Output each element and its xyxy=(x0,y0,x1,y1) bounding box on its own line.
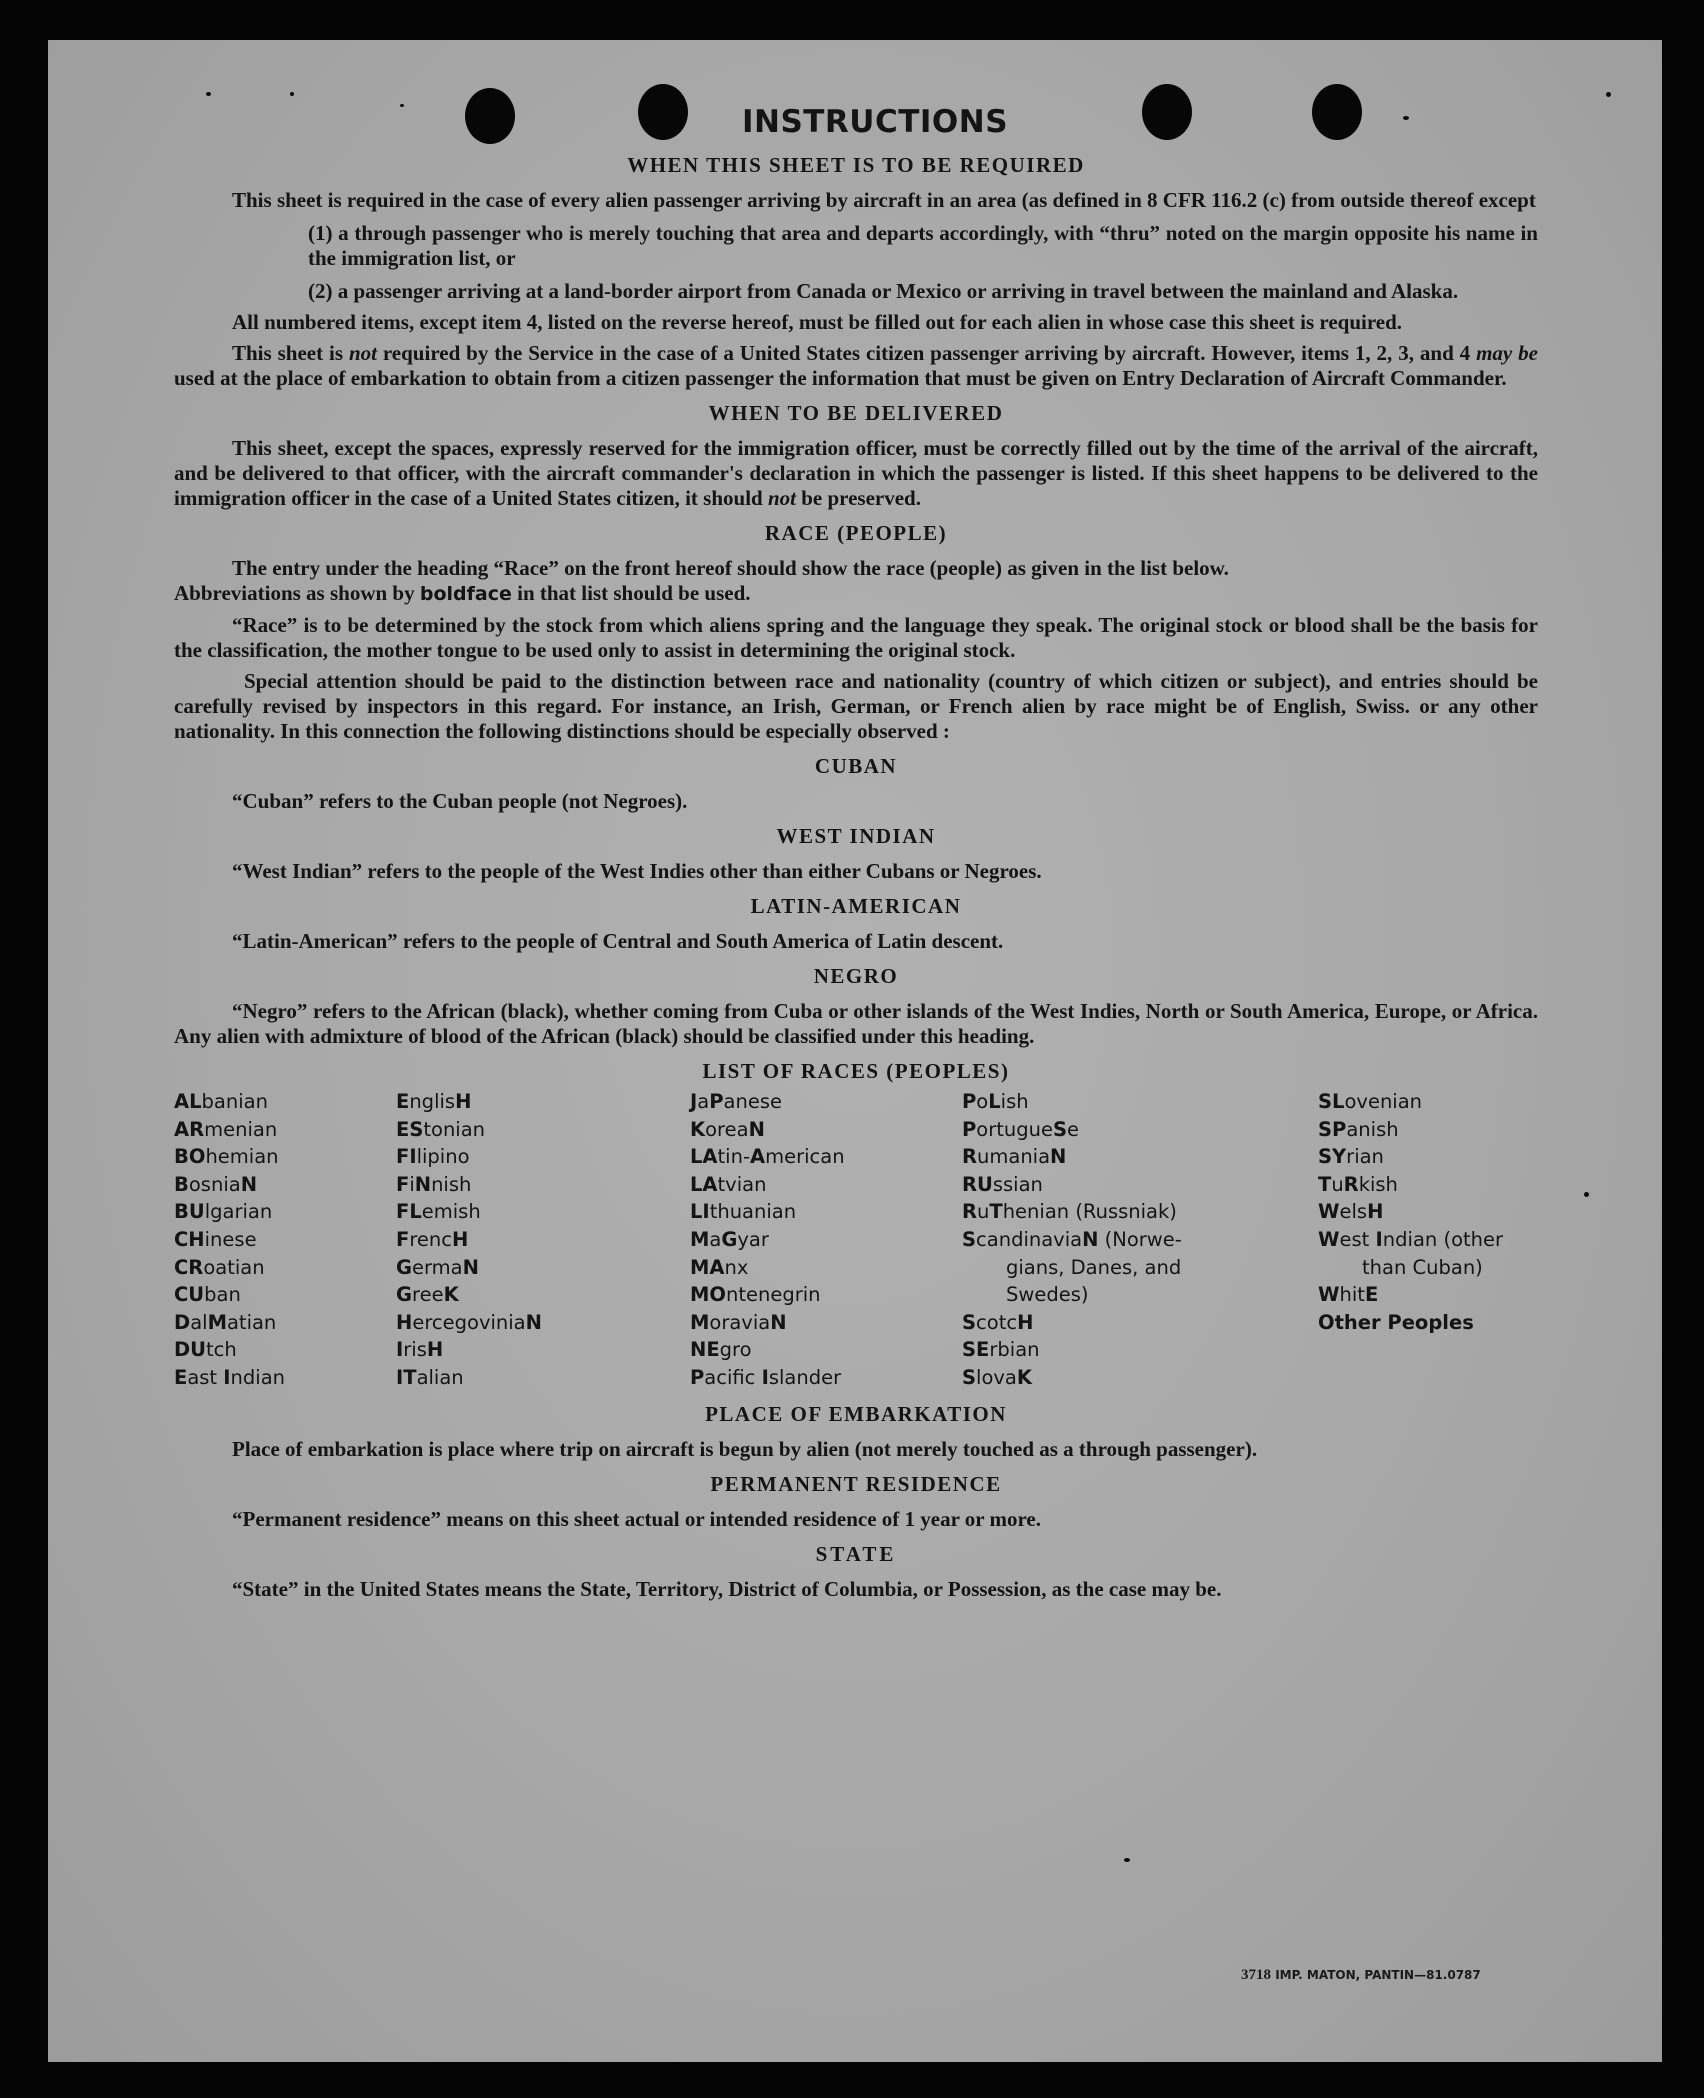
race-entry: ALbanian xyxy=(174,1090,268,1113)
race-entry: SPanish xyxy=(1318,1117,1399,1141)
race-entry: TuRkish xyxy=(1318,1172,1398,1196)
paragraph: “West Indian” refers to the people of the West Indies other than either Cubans or Negroes. xyxy=(232,859,1042,883)
section-heading-state: STATE xyxy=(815,1541,897,1566)
race-column xyxy=(1318,1088,1538,1392)
race-entry: MaGyar xyxy=(690,1227,769,1251)
race-entry: East Indian xyxy=(174,1365,286,1389)
race-entry: WhitE xyxy=(1318,1283,1379,1307)
race-entry: BOhemian xyxy=(174,1145,279,1169)
race-entry: SLovenian xyxy=(1318,1090,1423,1113)
race-entry: LAtin-American xyxy=(690,1145,845,1169)
race-entry: SErbian xyxy=(962,1338,1040,1362)
race-column xyxy=(690,1088,962,1392)
race-entry: CRoatian xyxy=(174,1255,265,1279)
race-entry: WelsH xyxy=(1318,1200,1384,1224)
paragraph: The entry under the heading “Race” on the front hereof should show the race (people) as given in the list below. xyxy=(232,556,1229,580)
section-heading-embarkation: PLACE OF EMBARKATION xyxy=(705,1401,1007,1426)
paragraph: Special attention should be paid to the distinction between race and nationality (country of which citizen or subject), and entries should be carefully revised by inspectors in this regard. For instance, an Irish, German, or French alien by race might be of English, Swiss. or any other nationality. In this connection the following distinctions should be especially observed : xyxy=(174,669,1538,743)
paragraph: “Negro” refers to the African (black), whether coming from Cuba or other islands of the West Indies, North or South America, Europe, or Africa. Any alien with admixture of blood of the African (black) should be classified under this heading. xyxy=(174,999,1538,1048)
race-entry: KoreaN xyxy=(690,1117,765,1141)
race-entry: BosniaN xyxy=(174,1172,258,1196)
instructions-body xyxy=(174,104,1538,1608)
race-column xyxy=(396,1088,690,1392)
race-entry: FIlipino xyxy=(396,1145,470,1169)
printer-imprint: 3718 IMP. MATON, PANTIN—81.0787 xyxy=(1241,1967,1481,1983)
list-item: (1) a through passenger who is merely touching that area and departs accordingly, with “thru” noted on the margin opposite his name in the immigration list, or xyxy=(308,221,1538,270)
race-entry: SYrian xyxy=(1318,1145,1384,1169)
race-entry: SlovaK xyxy=(962,1365,1033,1389)
race-entry: PortugueSe xyxy=(962,1117,1080,1141)
section-heading-when-required: WHEN THIS SHEET IS TO BE REQUIRED xyxy=(627,153,1085,177)
race-entry: Pacific Islander xyxy=(690,1365,842,1389)
section-heading-negro: NEGRO xyxy=(813,964,899,988)
race-entry: RUssian xyxy=(962,1172,1043,1196)
page-title: INSTRUCTIONS xyxy=(741,104,1009,140)
race-entry: MoraviaN xyxy=(690,1310,787,1334)
paragraph: “Latin-American” refers to the people of Central and South America of Latin descent. xyxy=(232,929,1004,953)
document-page xyxy=(48,40,1662,2062)
race-column xyxy=(962,1088,1318,1392)
paragraph: All numbered items, except item 4, listed on the reverse hereof, must be filled out for each alien in whose case this sheet is required. xyxy=(232,310,1403,334)
race-entry: West Indian (other than Cuban) xyxy=(1318,1227,1504,1279)
race-entry: CUban xyxy=(174,1283,241,1307)
race-entry: FLemish xyxy=(396,1200,481,1224)
race-entry: LIthuanian xyxy=(690,1200,797,1224)
section-heading-west-indian: WEST INDIAN xyxy=(776,824,936,848)
paragraph: “Permanent residence” means on this sheet actual or intended residence of 1 year or more. xyxy=(232,1506,1041,1531)
paragraph: This sheet, except the spaces, expressly reserved for the immigration officer, must be correctly filled out by the time of the arrival of the aircraft, and be delivered to that officer, with the aircraft commander's declaration in which the passenger is listed. If this sheet happens to be delivered to the immigration officer in the case of a United States citizen, it should not be preserved. xyxy=(174,436,1538,510)
section-heading-when-delivered: WHEN TO BE DELIVERED xyxy=(708,401,1004,425)
race-entry: BUlgarian xyxy=(174,1200,273,1224)
paragraph: Place of embarkation is place where trip on aircraft is begun by alien (not merely touched as a through passenger). xyxy=(232,1436,1258,1461)
race-entry: Other Peoples xyxy=(1318,1310,1474,1334)
race-entry: LAtvian xyxy=(690,1172,767,1196)
list-item: (2) a passenger arriving at a land-border airport from Canada or Mexico or arriving in travel between the mainland and Alaska. xyxy=(308,279,1459,303)
race-entry: EnglisH xyxy=(396,1090,472,1113)
paragraph: “Race” is to be determined by the stock from which aliens spring and the language they speak. The original stock or blood shall be the basis for the classification, the mother tongue to be used only to assist in determining the original stock. xyxy=(174,613,1538,662)
race-entry: MAnx xyxy=(690,1255,749,1279)
race-entry: GreeK xyxy=(396,1283,459,1307)
race-list xyxy=(174,1088,1538,1392)
race-entry: ITalian xyxy=(396,1365,464,1389)
race-entry: EStonian xyxy=(396,1117,486,1141)
section-heading-permanent-residence: PERMANENT RESIDENCE xyxy=(710,1471,1002,1496)
paragraph: Abbreviations as shown by boldface in that list should be used. xyxy=(174,581,751,605)
race-entry: IrisH xyxy=(396,1338,444,1362)
race-entry: RuThenian (Russniak) xyxy=(962,1200,1177,1224)
section-heading-latin-american: LATIN-AMERICAN xyxy=(750,894,962,918)
section-heading-list-of-races: LIST OF RACES (PEOPLES) xyxy=(702,1059,1010,1083)
race-entry: DalMatian xyxy=(174,1310,277,1334)
race-column xyxy=(174,1088,396,1392)
paragraph: This sheet is not required by the Service in the case of a United States citizen passenger arriving by aircraft. However, items 1, 2, 3, and 4 may be used at the place of embarkation to obtain from a citizen passenger the information that must be given on Entry Declaration of Aircraft Commander. xyxy=(174,341,1538,390)
paragraph: This sheet is required in the case of every alien passenger arriving by aircraft in an area (as defined in 8 CFR 116.2 (c) from outside thereof except xyxy=(232,188,1536,212)
race-entry: PoLish xyxy=(962,1090,1029,1113)
paragraph: “State” in the United States means the State, Territory, District of Columbia, or Possession, as the case may be. xyxy=(232,1576,1222,1601)
section-heading-cuban: CUBAN xyxy=(814,754,898,778)
paragraph: “Cuban” refers to the Cuban people (not Negroes). xyxy=(232,789,688,813)
race-entry: ScandinaviaN (Norwe- gians, Danes, and Swedes) xyxy=(962,1227,1182,1307)
race-entry: CHinese xyxy=(174,1227,257,1251)
race-entry: GermaN xyxy=(396,1255,479,1279)
section-heading-race: RACE (PEOPLE) xyxy=(764,521,948,545)
race-entry: ARmenian xyxy=(174,1117,278,1141)
race-entry: JaPanese xyxy=(690,1090,782,1113)
race-entry: RumaniaN xyxy=(962,1145,1067,1169)
race-entry: NEgro xyxy=(690,1338,752,1362)
race-entry: DUtch xyxy=(174,1338,237,1362)
race-entry: HercegoviniaN xyxy=(396,1310,542,1334)
race-entry: ScotcH xyxy=(962,1310,1034,1334)
race-entry: MOntenegrin xyxy=(690,1283,821,1307)
race-entry: FrencH xyxy=(396,1227,469,1251)
race-entry: FiNnish xyxy=(396,1172,472,1196)
